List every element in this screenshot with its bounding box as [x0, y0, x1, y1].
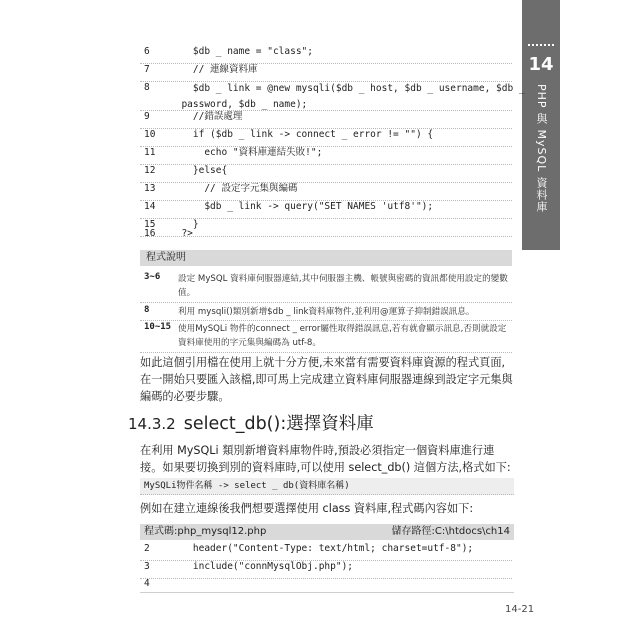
explanation-row [140, 322, 512, 353]
source-path: 儲存路徑:C:\htdocs\ch14 [391, 526, 510, 537]
line-number: 8 [144, 82, 150, 93]
chapter-title: PHP 與 MySQL 資料庫 [535, 84, 548, 213]
explanation-header [140, 250, 512, 266]
code-text: include("connMysqlObj.php"); [170, 561, 354, 572]
code-line [140, 201, 512, 219]
explanation-row [140, 305, 512, 321]
code-text: }else{ [170, 165, 228, 176]
code-text: $db _ link -> query("SET NAMES 'utf8'"); [170, 201, 434, 212]
code-line [140, 129, 512, 147]
code-text: $db _ name = "class"; [170, 46, 313, 57]
syntax-box [140, 478, 514, 495]
line-number: 9 [144, 111, 150, 122]
section-title: select_db():選擇資料庫 [183, 414, 374, 434]
code-text: header("Content-Type: text/html; charset=utf-8"); [170, 543, 474, 554]
body-paragraph: 如此這個引用檔在使用上就十分方便,未來當有需要資料庫資源的程式頁面,在一開始只要匯入該檔,即可馬上完成建立資料庫伺服器連線到設定字元集與編碼的必要步驟。 [140, 356, 513, 403]
code-line [140, 82, 525, 111]
code-text: echo "資料庫連結失敗!"; [170, 147, 323, 158]
line-number: 11 [144, 147, 156, 158]
body-paragraph: 例如在建立連線後我們想要選擇使用 class 資料庫,程式碼內容如下: [140, 502, 474, 515]
explanation-key: 8 [144, 305, 150, 315]
line-number: 16 [144, 228, 156, 239]
explanation-key: 3~6 [144, 272, 161, 282]
code-line [140, 543, 512, 561]
line-number: 3 [144, 561, 150, 572]
code-text: //錯誤處理 [170, 111, 243, 122]
code-line [140, 111, 512, 129]
line-number: 10 [144, 129, 156, 140]
source-file-bar [140, 524, 514, 540]
section-number: 14.3.2 [128, 415, 176, 433]
line-number: 4 [144, 578, 150, 589]
code-text: // 設定字元集與編碼 [170, 183, 298, 194]
explanation-text: 設定 MySQL 資料庫伺服器連結,其中伺服器主機、帳號與密碼的資訊都使用設定的變數值。 [178, 274, 508, 298]
code-text: $db _ link = @new mysqli($db _ host, $db _ username, $db _ password, $db _ name); [181, 83, 525, 110]
line-number: 6 [144, 46, 150, 57]
line-number: 14 [144, 201, 156, 212]
code-line [140, 165, 512, 183]
code-text: ?> [170, 228, 193, 239]
chapter-tab [522, 0, 560, 250]
footer-rule [140, 592, 514, 593]
explanation-key: 10~15 [144, 322, 172, 332]
source-filename: 程式碼:php_mysql12.php [144, 526, 267, 537]
code-line [140, 147, 512, 165]
syntax-text: MySQLi物件名稱 -> select _ db(資料庫名稱) [144, 481, 350, 491]
section-heading [128, 412, 518, 436]
line-number: 2 [144, 543, 150, 554]
tab-dotted-rule [528, 44, 554, 46]
code-line [140, 183, 512, 201]
body-paragraph: 在利用 MySQLi 類別新增資料庫物件時,預設必須指定一個資料庫進行連接。如果要切換到別的資料庫時,可以使用 select_db() 這個方法,格式如下: [140, 444, 511, 474]
explanation-header-label: 程式說明 [146, 252, 186, 263]
line-number: 13 [144, 183, 156, 194]
line-number: 12 [144, 165, 156, 176]
code-line [140, 578, 512, 590]
explanation-text: 利用 mysqli()類別新增$db _ link資料庫物件,並利用@運算子抑制錯誤訊息。 [178, 307, 475, 317]
code-text: // 連線資料庫 [170, 64, 258, 75]
code-line [140, 561, 512, 579]
page-number: 14-21 [505, 604, 535, 615]
code-text: if ($db _ link -> connect _ error != "") { [170, 129, 434, 140]
code-line [140, 64, 512, 82]
line-number: 7 [144, 64, 150, 75]
code-text: } [170, 219, 199, 230]
explanation-row [140, 272, 512, 303]
chapter-number: 14 [528, 54, 554, 75]
explanation-text: 使用MySQLi 物件的connect _ error屬性取得錯誤訊息,若有就會顯示訊息,否則就設定資料庫使用的字元集與編碼為 utf-8。 [178, 324, 507, 348]
code-line [140, 46, 512, 64]
line-number: 15 [144, 219, 156, 230]
code-line [140, 228, 512, 242]
